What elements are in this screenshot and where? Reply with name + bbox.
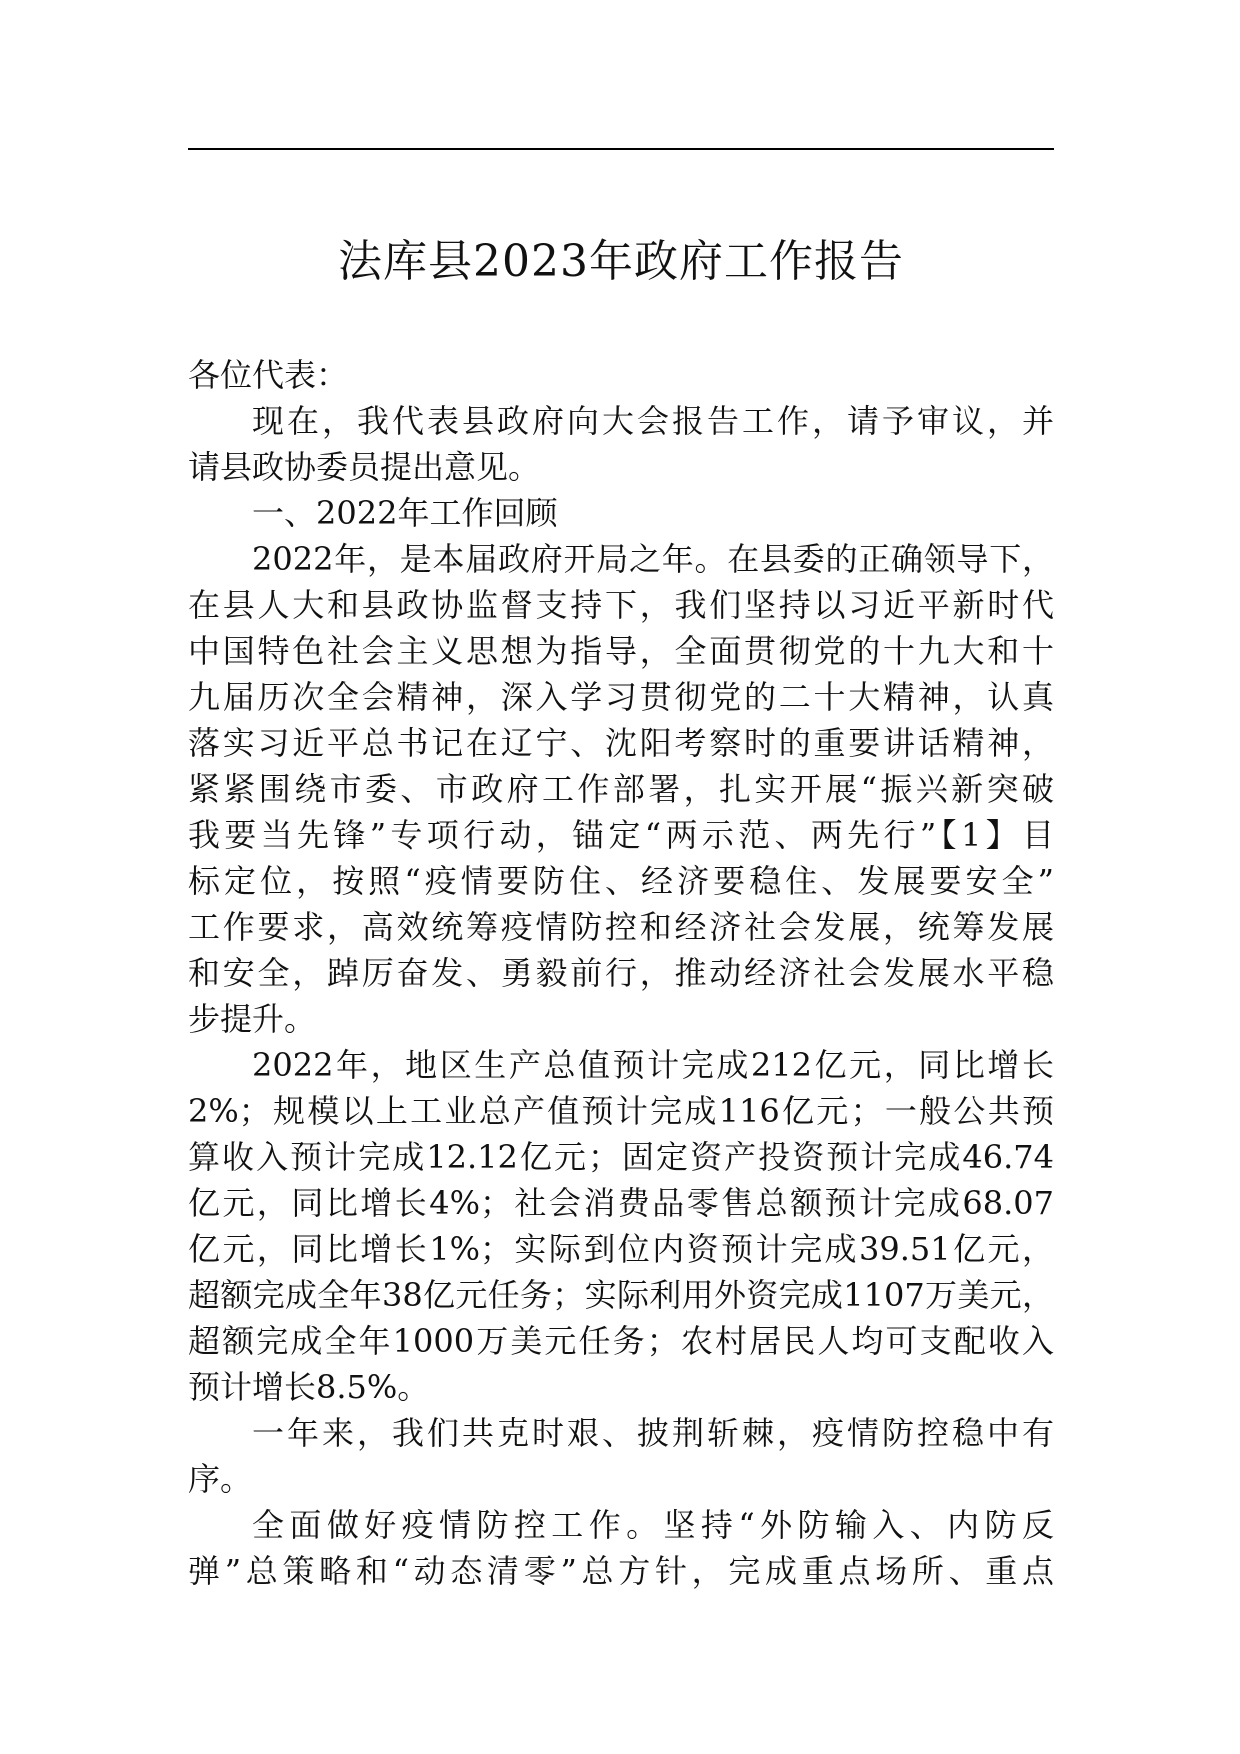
body-text-line: 亿元，同比增长4%；社会消费品零售总额预计完成68.07 — [188, 1184, 1054, 1222]
document-body — [188, 352, 1054, 1594]
body-text-line: 步提升。 — [188, 1000, 317, 1038]
body-text-line: 标定位，按照“疫情要防住、经济要稳住、发展要安全” — [188, 862, 1054, 900]
body-text-line: 请县政协委员提出意见。 — [188, 448, 541, 486]
body-text-line: 中国特色社会主义思想为指导，全面贯彻党的十九大和十 — [188, 632, 1054, 670]
body-text-line: 在县人大和县政协监督支持下，我们坚持以习近平新时代 — [188, 586, 1054, 624]
body-text-line: 预计增长8.5%。 — [188, 1368, 430, 1406]
body-text-line: 序。 — [188, 1460, 253, 1498]
body-text-line: 一年来，我们共克时艰、披荆斩棘，疫情防控稳中有 — [252, 1414, 1054, 1452]
body-text-line: 亿元，同比增长1%；实际到位内资预计完成39.51亿元， — [188, 1230, 1054, 1268]
body-text-line: 九届历次全会精神，深入学习贯彻党的二十大精神，认真 — [188, 678, 1054, 716]
body-text-line: 超额完成全年1000万美元任务；农村居民人均可支配收入 — [188, 1322, 1054, 1360]
body-text-line: 落实习近平总书记在辽宁、沈阳考察时的重要讲话精神， — [188, 724, 1054, 762]
header-rule — [188, 148, 1054, 150]
body-text-line: 工作要求，高效统筹疫情防控和经济社会发展，统筹发展 — [188, 908, 1054, 946]
body-text-line: 现在，我代表县政府向大会报告工作，请予审议，并 — [252, 402, 1054, 440]
document-title: 法库县2023年政府工作报告 — [338, 236, 904, 287]
body-text-line: 全面做好疫情防控工作。坚持“外防输入、内防反 — [252, 1506, 1054, 1544]
body-text-line: 2%；规模以上工业总产值预计完成116亿元；一般公共预 — [188, 1092, 1054, 1130]
body-text-line: 2022年，是本届政府开局之年。在县委的正确领导下， — [252, 540, 1054, 578]
body-text-line: 一、2022年工作回顾 — [252, 494, 558, 532]
body-text-line: 2022年，地区生产总值预计完成212亿元，同比增长 — [252, 1046, 1054, 1084]
body-text-line: 紧紧围绕市委、市政府工作部署，扎实开展“振兴新突破 — [188, 770, 1054, 808]
body-text-line: 超额完成全年38亿元任务；实际利用外资完成1107万美元， — [188, 1276, 1054, 1314]
body-text-line: 各位代表： — [188, 356, 349, 394]
body-text-line: 我要当先锋”专项行动，锚定“两示范、两先行”【1】目 — [188, 816, 1054, 854]
body-text-line: 弹”总策略和“动态清零”总方针，完成重点场所、重点 — [188, 1552, 1054, 1590]
body-text-line: 和安全，踔厉奋发、勇毅前行，推动经济社会发展水平稳 — [188, 954, 1054, 992]
body-text-line: 算收入预计完成12.12亿元；固定资产投资预计完成46.74 — [188, 1138, 1054, 1176]
